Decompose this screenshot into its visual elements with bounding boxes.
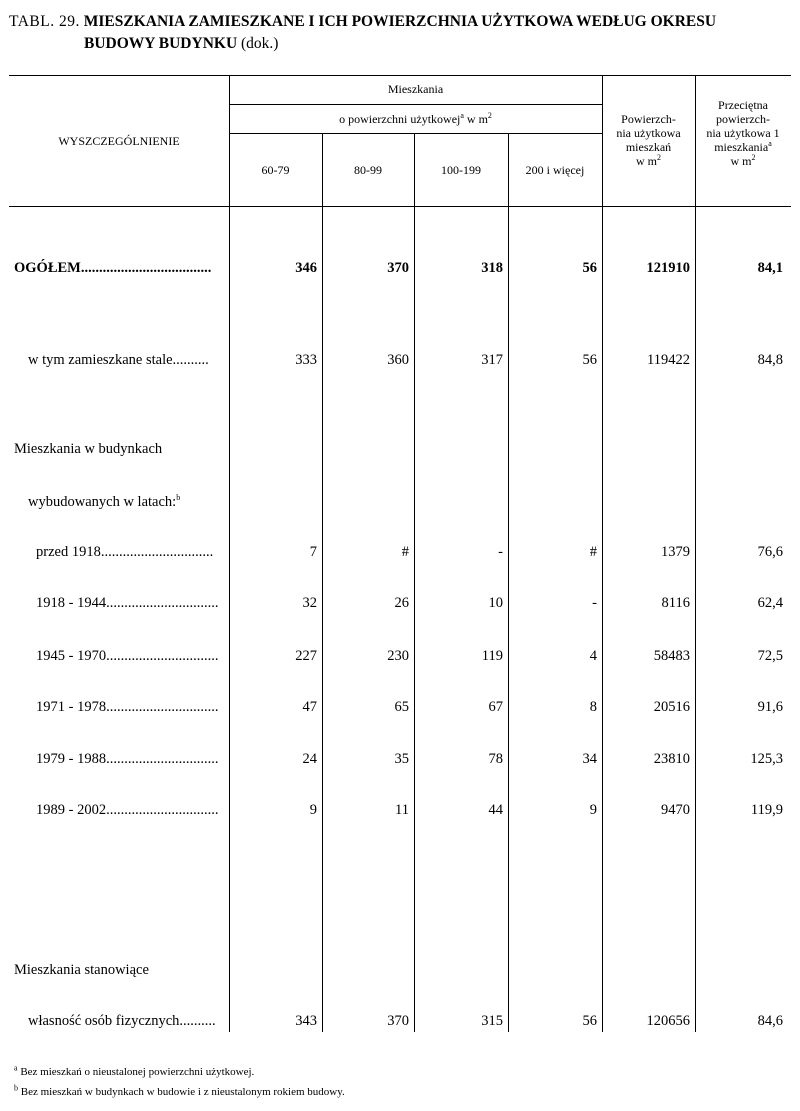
row-label: 1918 - 1944............................... bbox=[36, 595, 219, 611]
header-bottom-rule bbox=[9, 206, 791, 207]
row-label: przed 1918............................... bbox=[36, 544, 214, 560]
title-line2: BUDOWY BUDYNKU bbox=[84, 35, 238, 52]
cell: # bbox=[589, 544, 597, 560]
row-label: 1945 - 1970............................... bbox=[36, 648, 219, 664]
cell: 4 bbox=[589, 648, 597, 664]
cell: 26 bbox=[394, 595, 409, 611]
subgroup-header: o powierzchni użytkowej$^a$ w $m^2$ bbox=[339, 111, 492, 126]
row-label: 1989 - 2002............................... bbox=[36, 802, 219, 818]
table-top-rule bbox=[9, 75, 791, 76]
subgroup-rule bbox=[229, 133, 603, 134]
area-header: Powierzch- nia użytkowa mieszkań w $m^2$ bbox=[616, 112, 681, 168]
cell: 315 bbox=[481, 1013, 503, 1029]
cell: 9470 bbox=[661, 802, 690, 818]
cell: 370 bbox=[387, 260, 409, 276]
cell: 360 bbox=[387, 352, 409, 368]
cell: 230 bbox=[387, 648, 409, 664]
cell: 62,4 bbox=[757, 595, 783, 611]
cell: 227 bbox=[295, 648, 317, 664]
cell: 56 bbox=[582, 1013, 597, 1029]
cell: # bbox=[401, 544, 409, 560]
footnote-a: $^a$ Bez mieszkań o nieustalonej powierzchni użytkowej. bbox=[14, 1063, 255, 1078]
footnote-b: $^b$ Bez mieszkań w budynkach w budowie i z nieustalonym rokiem budowy. bbox=[14, 1083, 345, 1098]
col-header-100-199: 100-199 bbox=[441, 163, 481, 177]
cell: 72,5 bbox=[757, 648, 783, 664]
cell: 119 bbox=[481, 648, 503, 664]
cell: 9 bbox=[309, 802, 317, 818]
section-label: Mieszkania w budynkach bbox=[14, 441, 163, 457]
cell: 8116 bbox=[661, 595, 690, 611]
cell: 346 bbox=[295, 260, 317, 276]
title-suffix: (dok.) bbox=[241, 35, 279, 52]
cell: 120656 bbox=[646, 1013, 690, 1029]
cell: 91,6 bbox=[757, 699, 783, 715]
cell: 317 bbox=[481, 352, 503, 368]
table-number: TABL. 29. bbox=[9, 13, 80, 30]
cell: 47 bbox=[302, 699, 317, 715]
section-label: Mieszkania stanowiące bbox=[14, 962, 149, 978]
title-line1: MIESZKANIA ZAMIESZKANE I ICH POWIERZCHNIA UŻYTKOWA WEDŁUG OKRESU bbox=[83, 13, 717, 30]
col-header-80-99: 80-99 bbox=[354, 163, 382, 177]
cell: 58483 bbox=[653, 648, 690, 664]
col-header-200-plus: 200 i więcej bbox=[525, 163, 585, 177]
avg-area-header: Przeciętna powierzch- nia użytkowa 1 mieszkania$^a$ w $m^2$ bbox=[706, 98, 780, 168]
cell: 333 bbox=[295, 352, 317, 368]
cell: 34 bbox=[582, 751, 597, 767]
cell: 84,8 bbox=[757, 352, 783, 368]
row-label: własność osób fizycznych.......... bbox=[28, 1013, 216, 1029]
section-label: wybudowanych w latach:$^b$ bbox=[28, 493, 181, 510]
cell: 23810 bbox=[653, 751, 690, 767]
cell: 76,6 bbox=[757, 544, 783, 560]
cell: - bbox=[498, 544, 503, 560]
cell: 24 bbox=[302, 751, 317, 767]
cell: 67 bbox=[488, 699, 503, 715]
cell: 78 bbox=[488, 751, 503, 767]
row-label: w tym zamieszkane stale.......... bbox=[28, 352, 209, 368]
cell: 125,3 bbox=[750, 751, 783, 767]
cell: 84,1 bbox=[757, 260, 783, 276]
row-label: 1979 - 1988............................... bbox=[36, 751, 219, 767]
cell: - bbox=[592, 595, 597, 611]
group-header: Mieszkania bbox=[387, 82, 444, 96]
cell: 343 bbox=[295, 1013, 317, 1029]
cell: 121910 bbox=[646, 260, 690, 276]
cell: 8 bbox=[589, 699, 597, 715]
cell: 32 bbox=[302, 595, 317, 611]
cell: 44 bbox=[488, 802, 503, 818]
cell: 56 bbox=[582, 352, 597, 368]
cell: 20516 bbox=[653, 699, 690, 715]
cell: 56 bbox=[582, 260, 597, 276]
cell: 119422 bbox=[647, 352, 690, 368]
cell: 1379 bbox=[661, 544, 690, 560]
cell: 119,9 bbox=[750, 802, 783, 818]
group-rule bbox=[229, 104, 603, 105]
cell: 7 bbox=[309, 544, 317, 560]
row-label-total: OGÓŁEM.................................... bbox=[14, 260, 212, 276]
stub-header: WYSZCZEGÓLNIENIE bbox=[58, 134, 180, 148]
cell: 10 bbox=[488, 595, 503, 611]
cell: 318 bbox=[481, 260, 503, 276]
cell: 370 bbox=[387, 1013, 409, 1029]
cell: 65 bbox=[394, 699, 409, 715]
table-title bbox=[9, 11, 789, 55]
cell: 9 bbox=[589, 802, 597, 818]
cell: 35 bbox=[394, 751, 409, 767]
cell: 84,6 bbox=[757, 1013, 783, 1029]
cell: 11 bbox=[395, 802, 409, 818]
col-header-60-79: 60-79 bbox=[261, 163, 290, 177]
row-label: 1971 - 1978............................... bbox=[36, 699, 219, 715]
